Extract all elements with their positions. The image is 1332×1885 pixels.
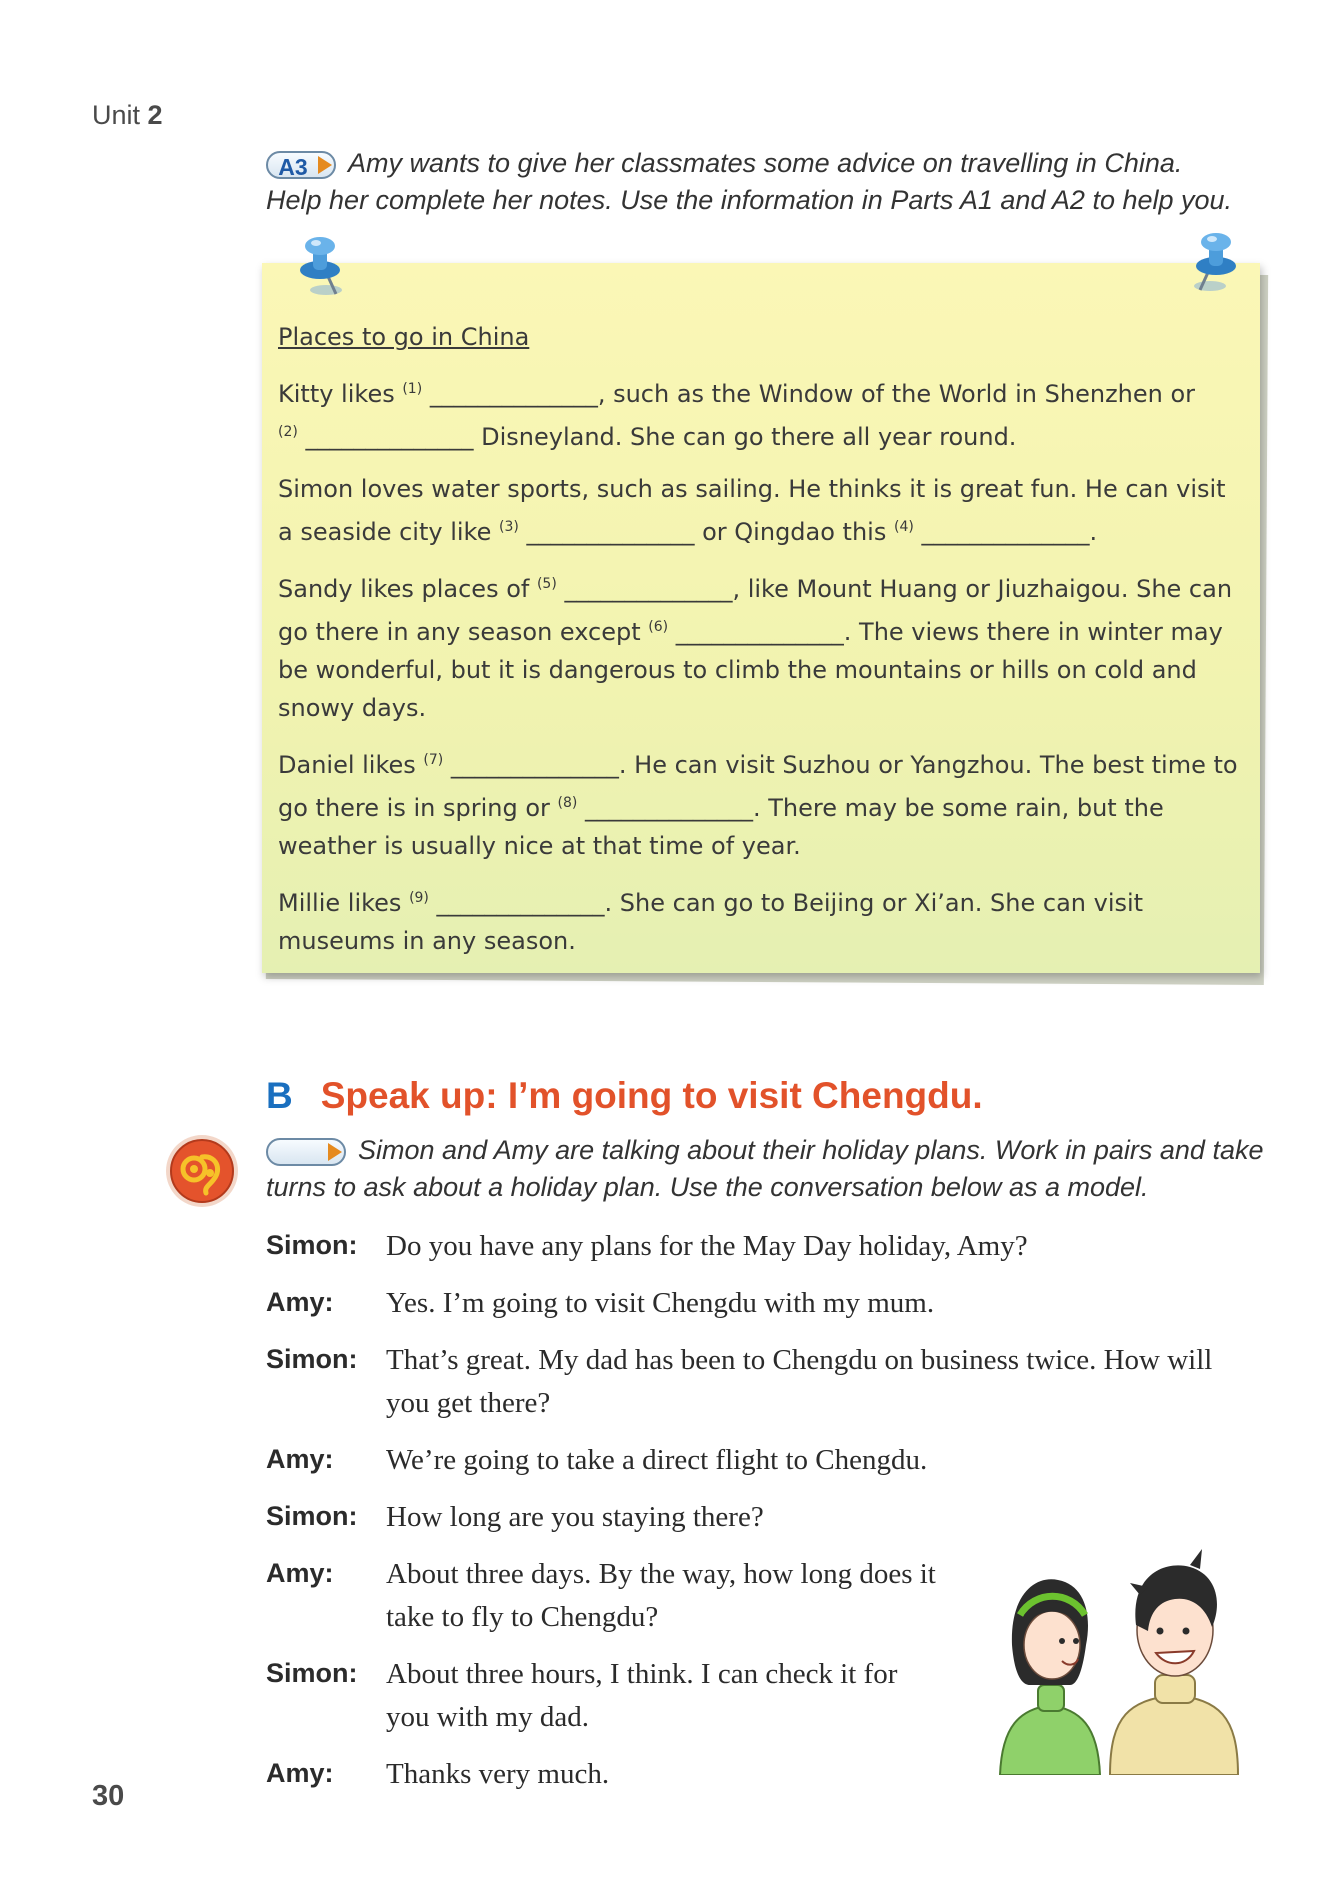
dialogue-line (266, 1339, 1266, 1425)
note-text: Kitty likes (278, 380, 403, 408)
pushpin-icon (290, 232, 360, 302)
note-paragraph-sandy (278, 565, 1238, 727)
b-instruction-line1: Simon and Amy are talking about their holiday plans. Work in pairs and take (358, 1135, 1264, 1165)
note-paragraph-millie (278, 879, 1238, 960)
speech: Yes. I’m going to visit Chengdu with my mum. (386, 1287, 935, 1319)
speaker: Simon: (266, 1658, 358, 1688)
blank-number: (5) (536, 576, 557, 592)
blank-number: (9) (409, 890, 429, 906)
dialogue-line (266, 1439, 1266, 1482)
note-text: , such as the Window of the World in Shenzhen or (597, 380, 1196, 408)
note-text: Daniel likes (278, 751, 424, 779)
blank-number: (3) (499, 519, 519, 535)
blank-6[interactable]: ______________ (675, 618, 844, 646)
note-text: , like Mount Huang or Jiuzhaigou. She can go there in any season except (278, 575, 1233, 646)
blank-5[interactable]: ______________ (564, 575, 733, 603)
speech: We’re going to take a direct flight to Chengdu. (386, 1444, 928, 1476)
speaking-icon (164, 1133, 240, 1209)
speaker: Simon: (266, 1230, 358, 1260)
speech: That’s great. My dad has been to Chengdu on business twice. How will you get there? (386, 1344, 1213, 1419)
unit-word: Unit (92, 100, 141, 130)
b-instruction-line2: turns to ask about a holiday plan. Use the conversation below as a model. (266, 1172, 1149, 1202)
dialogue-line (266, 1496, 1266, 1539)
note-text: Millie likes (278, 889, 410, 917)
blank-number: (6) (648, 619, 669, 635)
a3-instruction (266, 145, 1266, 219)
blank-9[interactable]: ______________ (436, 889, 605, 917)
dialogue-line (266, 1225, 1266, 1268)
blank-number: (7) (423, 752, 444, 768)
speaker: Amy: (266, 1444, 334, 1474)
speaker: Amy: (266, 1558, 334, 1588)
speech: How long are you staying there? (386, 1501, 764, 1533)
speaker: Amy: (266, 1287, 334, 1317)
note-text: . The views there in winter may be wonderful, but it is dangerous to climb the mountains or hills on cold and snowy days. (278, 618, 1223, 722)
note-paragraph-daniel (278, 741, 1238, 865)
section-title: Speak up: I’m going to visit Chengdu. (320, 1075, 983, 1116)
blank-7[interactable]: ______________ (450, 751, 619, 779)
a3-instruction-line2: Help her complete her notes. Use the information in Parts A1 and A2 to help you. (266, 185, 1233, 215)
note-text: Disneyland. She can go there all year round. (473, 423, 1017, 451)
note-title: Places to go in China (278, 323, 530, 351)
blank-3[interactable]: ______________ (526, 518, 695, 546)
speech: About three hours, I think. I can check it for you with my dad. (386, 1658, 898, 1733)
speaker: Simon: (266, 1344, 358, 1374)
a3-instruction-line1: Amy wants to give her classmates some advice on travelling in China. (348, 148, 1183, 178)
blank-1[interactable]: ______________ (429, 380, 598, 408)
blank-number: (2) (278, 424, 298, 440)
page-number: 30 (92, 1780, 125, 1812)
section-b-heading (266, 1075, 983, 1117)
pushpin-icon (1180, 228, 1250, 298)
b-tag (266, 1138, 346, 1166)
blank-number: (8) (557, 795, 578, 811)
blank-4[interactable]: ______________ (921, 518, 1090, 546)
amy-and-simon-illustration (990, 1535, 1240, 1775)
blank-number: (4) (893, 519, 914, 535)
note-body (278, 318, 1238, 974)
dialogue-line (266, 1282, 1266, 1325)
blank-8[interactable]: ______________ (585, 794, 753, 822)
note-text: . He can visit Suzhou or Yangzhou. The best time to go there is in spring or (278, 751, 1238, 822)
note-text: Sandy likes places of (278, 575, 537, 603)
unit-label (92, 100, 163, 131)
note-paragraph-kitty (278, 370, 1238, 456)
speaker: Amy: (266, 1758, 334, 1788)
speech: Thanks very much. (386, 1758, 610, 1790)
speech: Do you have any plans for the May Day holiday, Amy? (386, 1230, 1028, 1262)
speaker: Simon: (266, 1501, 358, 1531)
speech: About three days. By the way, how long does it take to fly to Chengdu? (386, 1558, 936, 1633)
b-instruction (266, 1132, 1266, 1206)
note-text: . (1089, 518, 1098, 546)
note-text: . There may be some rain, but the weather is usually nice at that time of year. (278, 794, 1164, 860)
note-text: . She can go to Beijing or Xi’an. She can visit museums in any season. (278, 889, 1144, 955)
blank-number: (1) (402, 381, 423, 397)
note-paragraph-simon (278, 470, 1238, 551)
unit-number: 2 (147, 100, 163, 130)
blank-2[interactable]: ______________ (305, 423, 474, 451)
a3-tag: A3 (266, 151, 336, 179)
note-text: or Qingdao this (694, 518, 894, 546)
section-letter: B (266, 1075, 293, 1116)
note-text: Simon loves water sports, such as sailing. He thinks it is great fun. He can visit a seaside city like (278, 475, 1226, 546)
